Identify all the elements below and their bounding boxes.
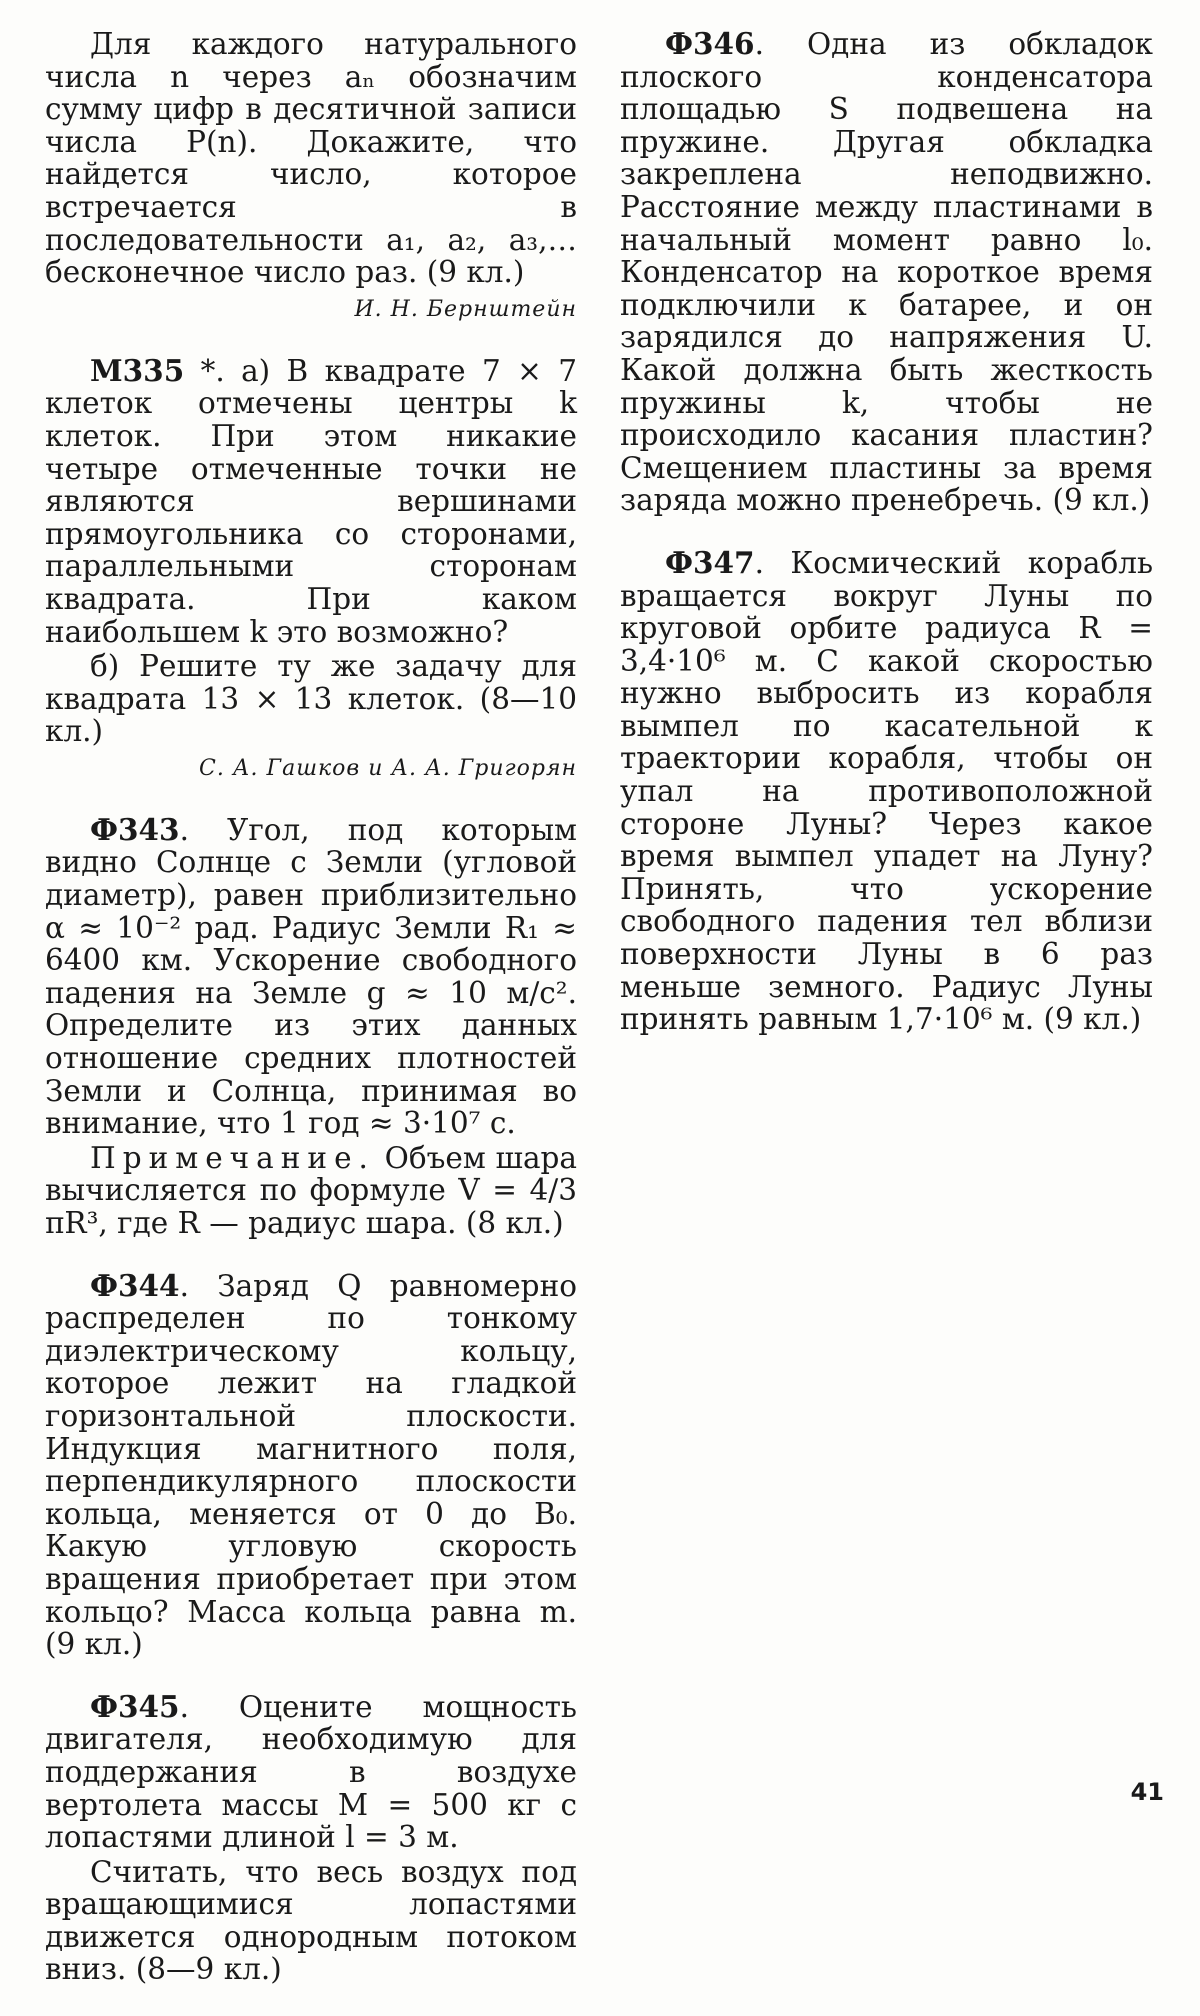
problem-text-a: *. а) В квадрате 7 × 7 клеток отмечены центры k клеток. При этом никакие четыре отмеченные точки не являются вершинами прямоугольника со сторонами, параллельными сторонам квадрата. При каком наибольшем k это возможно? [45,353,577,649]
problem-body: . Оцените мощность двигателя, необходимую для поддержания в воздухе вертолета массы M = 500 кг с лопастями длиной l = 3 м. [45,1689,577,1855]
page-number: 41 [1130,1778,1164,1806]
problem-body: . Одна из обкладок плоского конденсатора площадью S подвешена на пружине. Другая обкладка закреплена неподвижно. Расстояние между пластинами в начальный момент равно l₀. Конденсатор на короткое время подключили к батарее, и он зарядился до напряжения U. Какой должна быть жесткость пружины k, чтобы не происходило касания пластин? Смещением пластины за время заряда можно пренебречь. (9 кл.) [620,27,1153,518]
problem-note [45,1142,577,1240]
problem-author: И. Н. Бернштейн [354,296,577,322]
problem-f347 [620,544,1153,1037]
problem-f345 [45,1688,577,1987]
problem-intro [45,28,577,325]
left-column [45,28,577,2016]
problem-code: Ф343 [90,811,180,847]
problem-code: Ф347 [665,544,755,580]
problem-text [45,1267,577,1662]
problem-f343 [45,811,577,1240]
problem-text-2: Считать, что весь воздух под вращающимися лопастями движется однородным потоком вниз. (8—9 кл.) [45,1854,577,1987]
right-column [620,28,1153,1066]
problem-text [45,352,577,649]
problem-text [45,811,577,1141]
problem-code: Ф344 [90,1267,180,1303]
problem-body: . Космический корабль вращается вокруг Луны по круговой орбите радиуса R = 3,4·10⁶ м. С какой скоростью нужно выбросить из корабля вымпел по касательной к траектории корабля, чтобы он упал на противоположной стороне Луны? Через какое время вымпел упадет на Луну? Принять, что ускорение свободного падения тел вблизи поверхности Луны в 6 раз меньше земного. Радиус Луны принять равным 1,7·10⁶ м. (9 кл.) [620,545,1153,1037]
problem-f346 [620,28,1153,517]
problem-text [620,544,1153,1037]
problem-author: С. А. Гашков и А. А. Григорян [199,755,577,781]
problem-code: Ф345 [90,1688,180,1724]
problem-f344 [45,1267,577,1662]
problem-code: Ф346 [665,26,755,61]
problem-text-b: б) Решите ту же задачу для квадрата 13 × 13 клеток. (8—10 кл.) [45,649,577,749]
problem-text [620,28,1153,517]
problem-body: . Угол, под которым видно Солнце с Земли (угловой диаметр), равен приблизительно α ≈ 10⁻² рад. Радиус Земли R₁ ≈ 6400 км. Ускорение свободного падения на Земле g ≈ 10 м/с². Определите из этих данных отношение средних плотностей Земли и Солнца, принимая во внимание, что 1 год ≈ 3·10⁷ с. [45,812,577,1141]
problem-body: . Заряд Q равномерно распределен по тонкому диэлектрическому кольцу, которое лежит на гладкой горизонтальной плоскости. Индукция магнитного поля, перпендикулярного плоскости кольца, меняется от 0 до B₀. Какую угловую скорость вращения приобретает при этом кольцо? Масса кольца равна m. (9 кл.) [45,1268,577,1662]
problem-text: Для каждого натурального числа n через aₙ обозначим сумму цифр в десятичной записи числа P(n). Докажите, что найдется число, которое встречается в последовательности a₁, a₂, a₃,… бесконечное число раз. (9 кл.) [45,27,577,290]
note-label: Примечание. [90,1140,375,1175]
note-text: Объем шара вычисляется по формуле V = 4/3 πR³, где R — радиус шара. (8 кл.) [45,1140,577,1240]
problem-code: М335 [90,352,185,388]
problem-text [45,1688,577,1855]
problem-m335 [45,352,577,784]
